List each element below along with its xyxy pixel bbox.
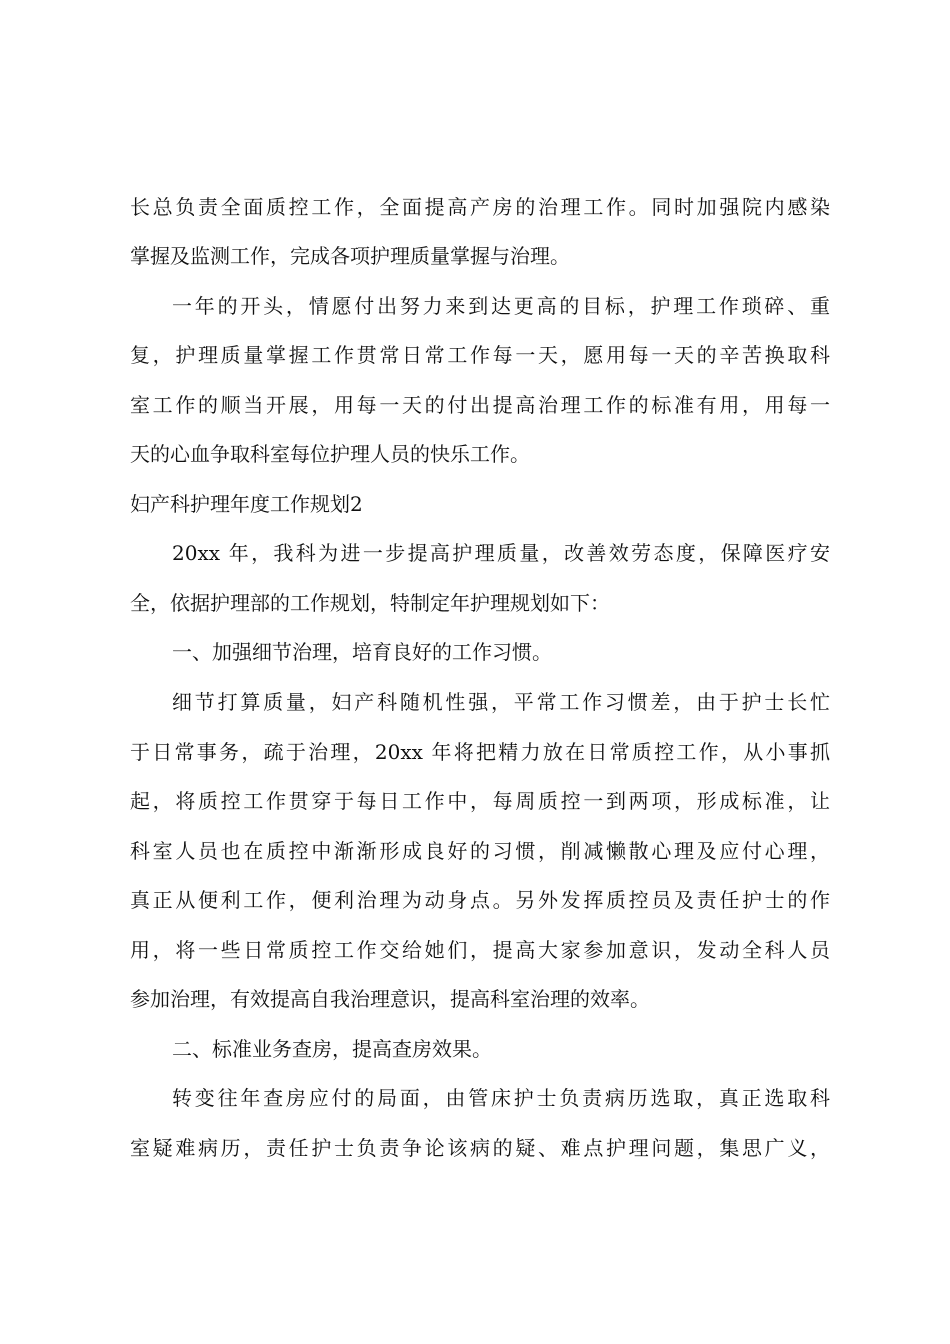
text-line: 长总负责全面质控工作，全面提高产房的治理工作。同时加强院内感染 — [130, 195, 830, 219]
text-line: 全，依据护理部的工作规划，特制定年护理规划如下： — [130, 591, 610, 615]
text-line: 科室人员也在质控中渐渐形成良好的习惯，削减懒散心理及应付心理， — [130, 839, 830, 863]
section-heading: 妇产科护理年度工作规划2 — [130, 492, 363, 516]
text-line: 复，护理质量掌握工作贯常日常工作每一天，愿用每一天的辛苦换取科 — [130, 343, 830, 367]
paragraph-first-line: 20xx 年，我科为进一步提高护理质量，改善效劳态度，保障医疗安 — [172, 541, 830, 565]
paragraph-first-line: 一年的开头，情愿付出努力来到达更高的目标，护理工作琐碎、重 — [172, 294, 830, 318]
text-line: 掌握及监测工作，完成各项护理质量掌握与治理。 — [130, 244, 570, 268]
text-line: 室工作的顺当开展，用每一天的付出提高治理工作的标准有用，用每一 — [130, 393, 830, 417]
text-line: 真正从便利工作，便利治理为动身点。另外发挥质控员及责任护士的作 — [130, 888, 830, 912]
text-line: 起，将质控工作贯穿于每日工作中，每周质控一到两项，形成标准，让 — [130, 789, 830, 813]
text-line: 天的心血争取科室每位护理人员的快乐工作。 — [130, 442, 530, 466]
numbered-heading: 二、标准业务查房，提高查房效果。 — [172, 1037, 492, 1061]
text-line: 用，将一些日常质控工作交给她们，提高大家参加意识，发动全科人员 — [130, 938, 830, 962]
paragraph-first-line: 转变往年查房应付的局面，由管床护士负责病历选取，真正选取科 — [172, 1086, 830, 1110]
text-line: 参加治理，有效提高自我治理意识，提高科室治理的效率。 — [130, 987, 650, 1011]
text-line: 室疑难病历，责任护士负责争论该病的疑、难点护理问题，集思广义， — [130, 1136, 830, 1160]
paragraph-first-line: 细节打算质量，妇产科随机性强，平常工作习惯差，由于护士长忙 — [172, 690, 830, 714]
numbered-heading: 一、加强细节治理，培育良好的工作习惯。 — [172, 640, 552, 664]
text-line: 于日常事务，疏于治理，20xx 年将把精力放在日常质控工作，从小事抓 — [130, 740, 830, 764]
